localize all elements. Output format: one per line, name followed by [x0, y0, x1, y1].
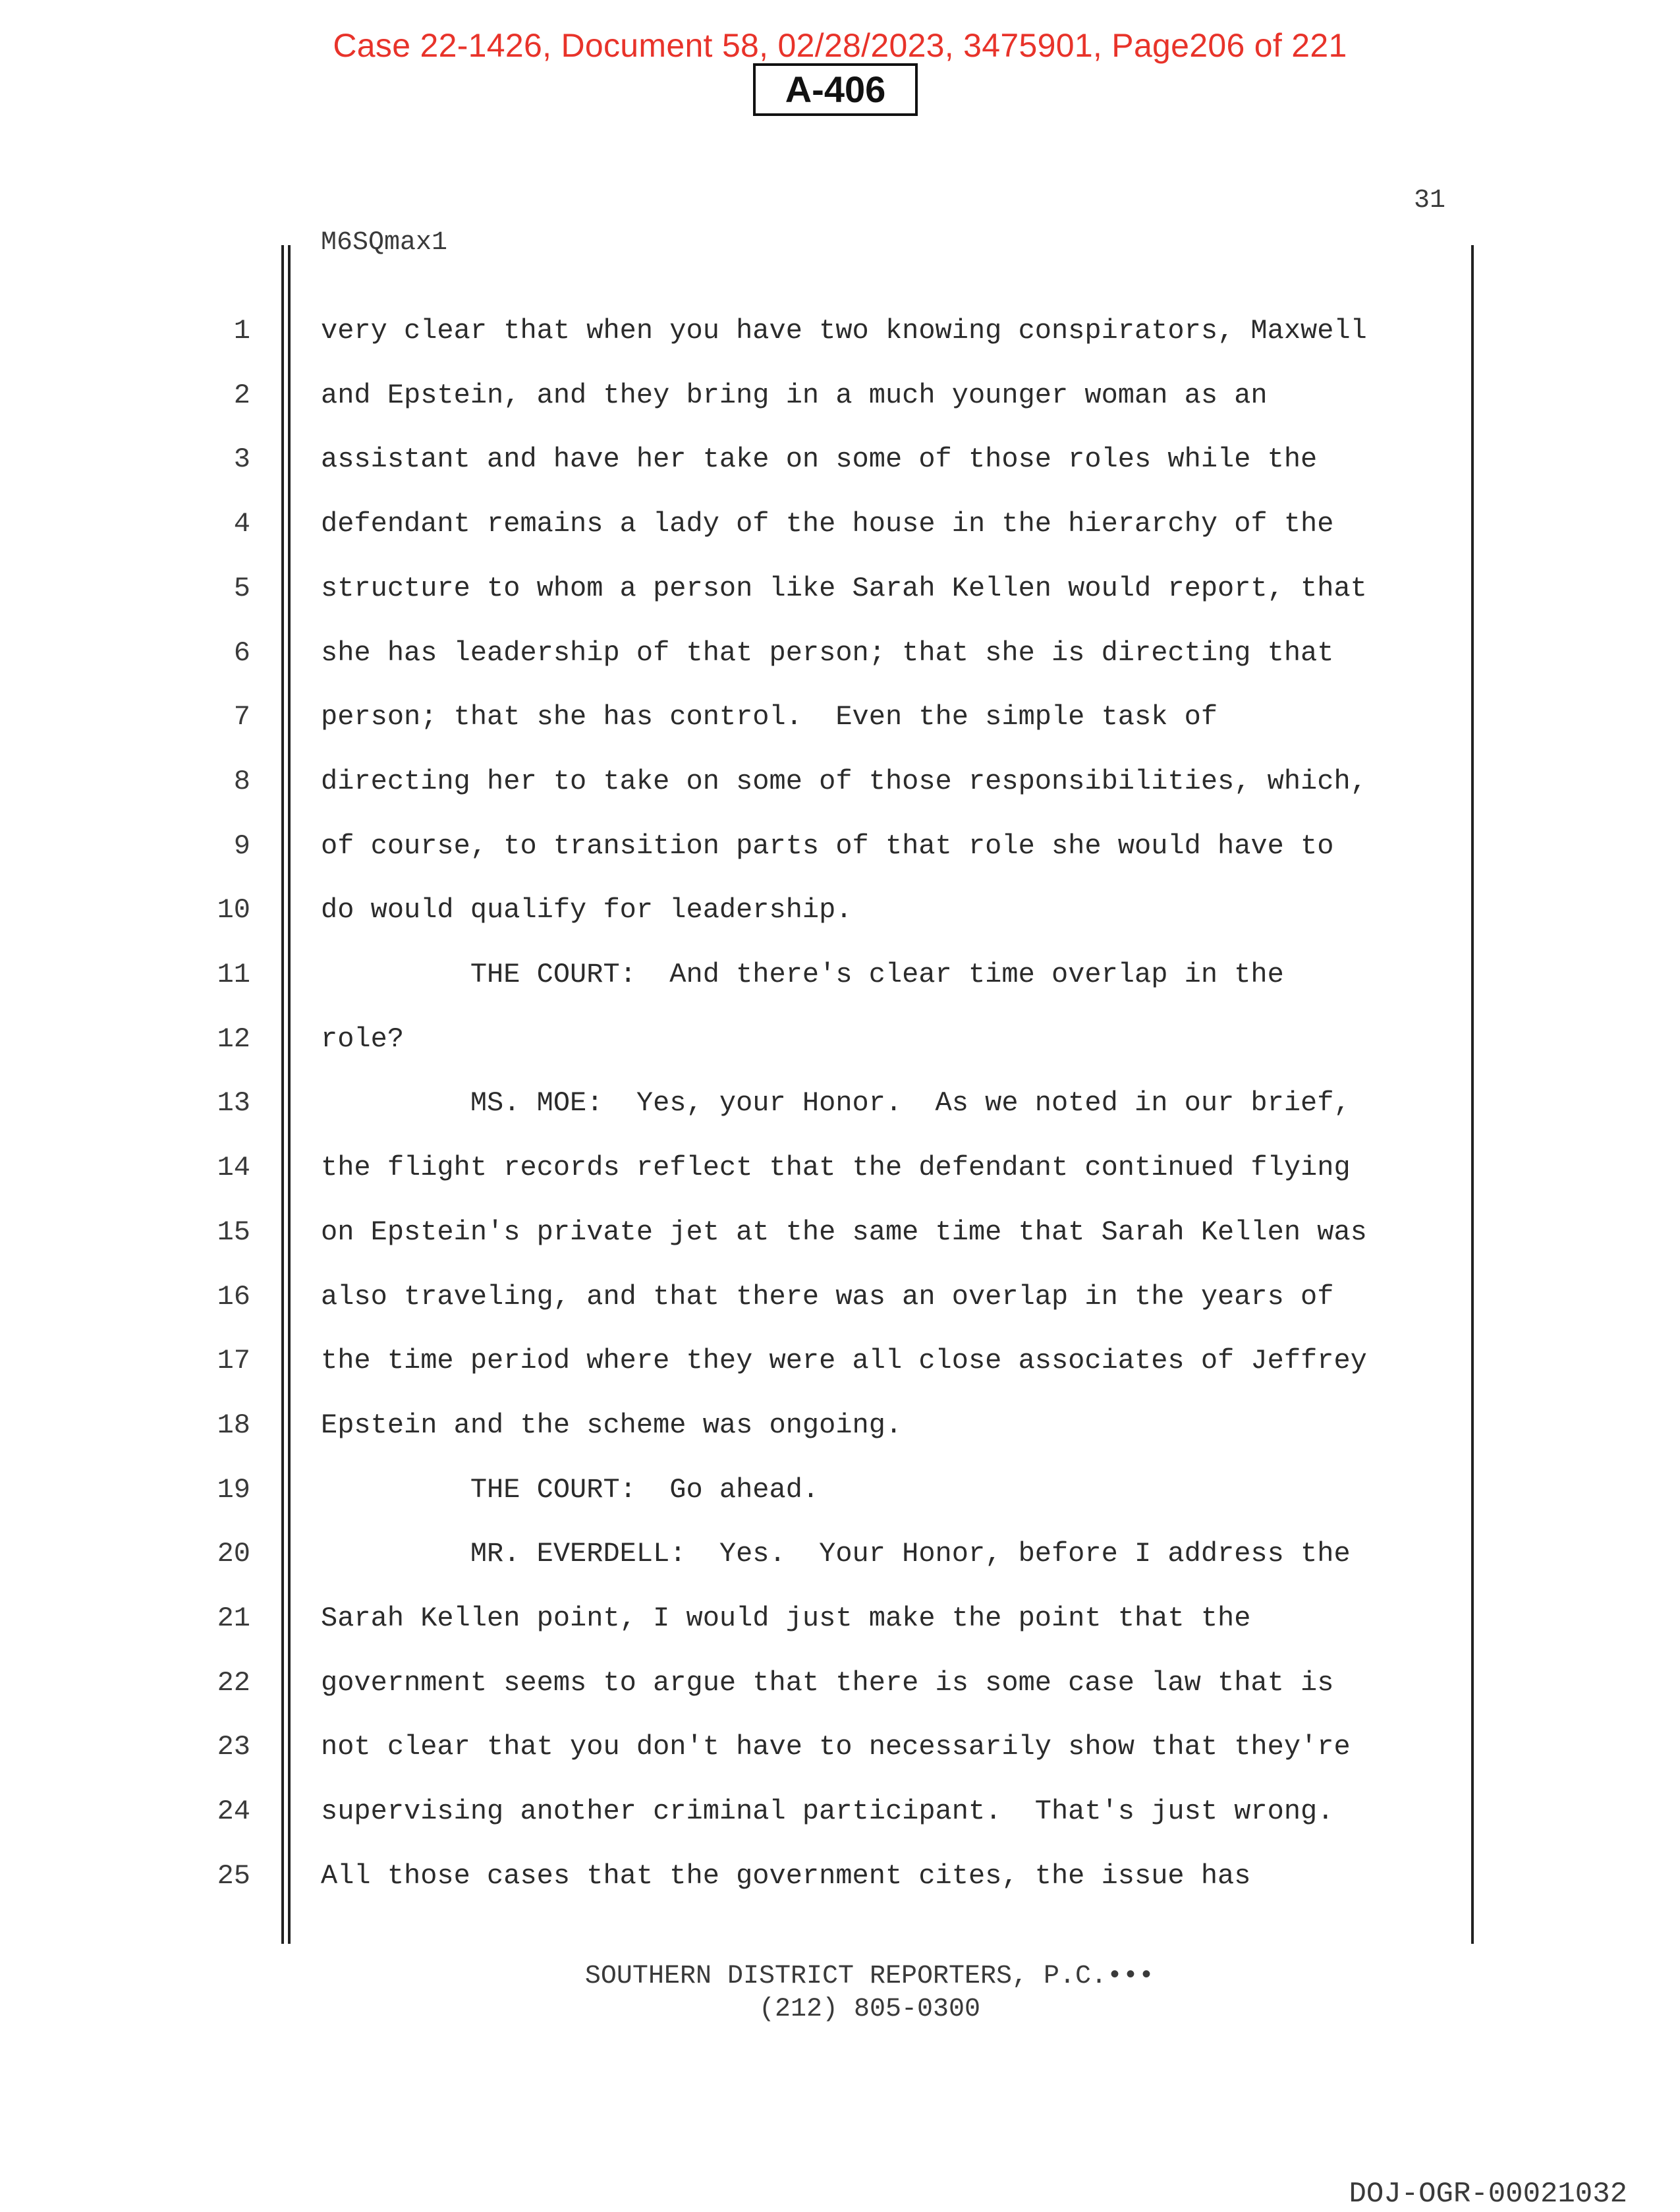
transcript-line: do would qualify for leadership. — [321, 894, 853, 926]
line-number: 10 — [217, 894, 250, 926]
transcript-line: role? — [321, 1023, 405, 1055]
transcript-line: and Epstein, and they bring in a much younger woman as an — [321, 380, 1268, 411]
left-margin-rule-outer — [281, 245, 284, 1944]
transcript-line: she has leadership of that person; that she is directing that — [321, 637, 1334, 669]
transcript-line: Sarah Kellen point, I would just make the point that the — [321, 1602, 1251, 1634]
line-number: 5 — [233, 573, 250, 604]
line-number: 1 — [233, 315, 250, 347]
transcript-line: very clear that when you have two knowing conspirators, Maxwell — [321, 315, 1367, 347]
transcript-line: the time period where they were all close associates of Jeffrey — [321, 1345, 1367, 1376]
transcript-line: of course, to transition parts of that role she would have to — [321, 830, 1334, 862]
line-number: 24 — [217, 1796, 250, 1827]
transcript-code: M6SQmax1 — [321, 228, 448, 258]
left-margin-rule-inner — [288, 245, 291, 1944]
transcript-line: Epstein and the scheme was ongoing. — [321, 1409, 903, 1441]
transcript-line: MR. EVERDELL: Yes. Your Honor, before I address the — [321, 1538, 1351, 1570]
transcript-line: not clear that you don't have to necessarily show that they're — [321, 1731, 1351, 1763]
line-number: 19 — [217, 1474, 250, 1506]
line-number: 4 — [233, 508, 250, 540]
transcript-line: directing her to take on some of those responsibilities, which, — [321, 766, 1367, 797]
case-header-stamp: Case 22-1426, Document 58, 02/28/2023, 3475901, Page206 of 221 — [333, 27, 1347, 64]
reporter-name: SOUTHERN DISTRICT REPORTERS, P.C.••• — [584, 1962, 1155, 1991]
transcript-line: THE COURT: And there's clear time overlap in the — [321, 959, 1284, 990]
line-number: 3 — [233, 443, 250, 475]
transcript-line: All those cases that the government cites, the issue has — [321, 1860, 1251, 1892]
line-number: 8 — [233, 766, 250, 797]
transcript-line: supervising another criminal participant. That's just wrong. — [321, 1796, 1334, 1827]
reporter-phone: (212) 805-0300 — [758, 1995, 981, 2024]
document-id: DOJ-OGR-00021032 — [1349, 2178, 1627, 2211]
right-margin-rule — [1471, 245, 1474, 1944]
line-number: 25 — [217, 1860, 250, 1892]
line-number: 6 — [233, 637, 250, 669]
line-number: 16 — [217, 1281, 250, 1313]
line-number: 20 — [217, 1538, 250, 1570]
transcript-line: THE COURT: Go ahead. — [321, 1474, 820, 1506]
reporter-footer — [0, 1960, 1680, 2026]
line-number: 23 — [217, 1731, 250, 1763]
line-number: 22 — [217, 1667, 250, 1699]
transcript-line: on Epstein's private jet at the same time that Sarah Kellen was — [321, 1216, 1367, 1248]
exhibit-label: A-406 — [753, 63, 918, 116]
transcript-line: assistant and have her take on some of those roles while the — [321, 443, 1318, 475]
transcript-line: structure to whom a person like Sarah Kellen would report, that — [321, 573, 1367, 604]
line-number: 17 — [217, 1345, 250, 1376]
transcript-line: defendant remains a lady of the house in the hierarchy of the — [321, 508, 1334, 540]
line-number: 14 — [217, 1152, 250, 1183]
line-number: 2 — [233, 380, 250, 411]
line-number: 9 — [233, 830, 250, 862]
line-number: 18 — [217, 1409, 250, 1441]
transcript-line: also traveling, and that there was an overlap in the years of — [321, 1281, 1334, 1313]
line-number: 15 — [217, 1216, 250, 1248]
transcript-line: MS. MOE: Yes, your Honor. As we noted in our brief, — [321, 1087, 1351, 1119]
transcript-line: the flight records reflect that the defendant continued flying — [321, 1152, 1351, 1183]
line-number: 11 — [217, 959, 250, 990]
line-number: 13 — [217, 1087, 250, 1119]
page-number: 31 — [1413, 186, 1445, 215]
transcript-line: government seems to argue that there is some case law that is — [321, 1667, 1334, 1699]
line-number: 7 — [233, 701, 250, 733]
transcript-line: person; that she has control. Even the simple task of — [321, 701, 1218, 733]
line-number: 21 — [217, 1602, 250, 1634]
line-number: 12 — [217, 1023, 250, 1055]
